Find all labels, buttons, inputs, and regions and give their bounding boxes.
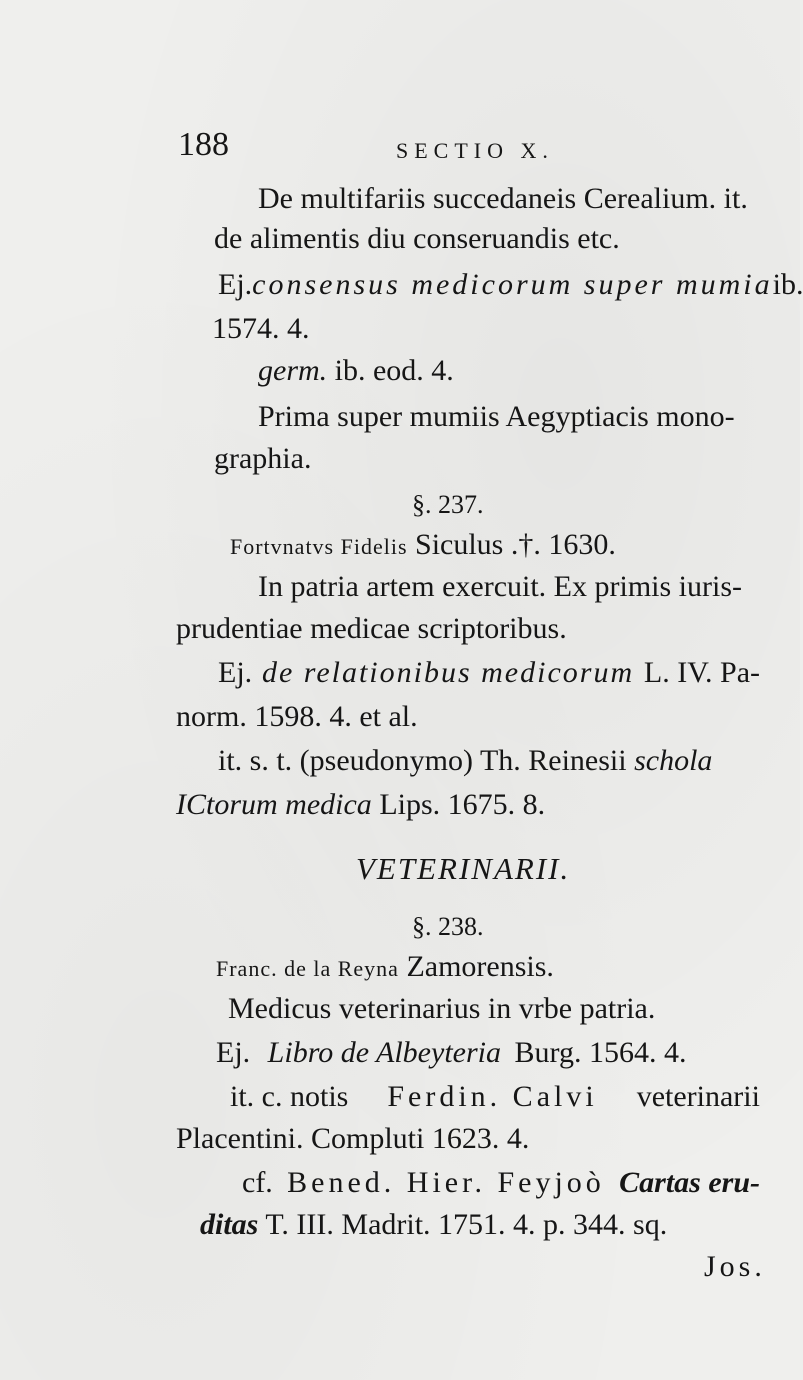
text-line bbox=[242, 1166, 760, 1200]
text-line: graphia. bbox=[214, 442, 312, 475]
work-title: Libro de Albeyteria bbox=[267, 1036, 501, 1069]
author-abbrev: Ej. bbox=[216, 1036, 251, 1069]
text-line: norm. 1598. 4. et al. bbox=[176, 700, 418, 733]
text-segment: cf. bbox=[242, 1166, 273, 1199]
text-segment: Zamorensis. bbox=[406, 950, 554, 983]
text-line bbox=[230, 1080, 760, 1114]
running-title: SECTIO X. bbox=[396, 138, 554, 163]
work-title: ICtorum medica bbox=[176, 788, 372, 821]
work-title: germ. bbox=[258, 354, 328, 387]
section-number: §. 238. bbox=[412, 912, 484, 941]
text-line: Prima super mumiis Aegyptiacis mono- bbox=[258, 400, 735, 433]
text-line: prudentiae medicae scriptoribus. bbox=[176, 612, 567, 645]
person-name: Franc. de la Reyna bbox=[216, 956, 399, 981]
text-line bbox=[230, 528, 616, 564]
text-segment: L. IV. Pa- bbox=[643, 656, 760, 689]
work-title: ditas bbox=[200, 1208, 259, 1241]
text-line bbox=[200, 1208, 667, 1242]
work-title: Cartas eru- bbox=[619, 1166, 760, 1199]
section-number: §. 237. bbox=[412, 490, 484, 519]
catchword: Jos. bbox=[704, 1250, 766, 1283]
text-line bbox=[258, 354, 454, 388]
text-segment: it. c. notis bbox=[230, 1080, 349, 1113]
text-line bbox=[218, 268, 803, 302]
author-abbrev: Ej. bbox=[218, 656, 253, 689]
text-line: 1574. 4. bbox=[212, 312, 310, 345]
text-segment: Siculus .†. 1630. bbox=[415, 528, 616, 561]
text-line: De multifariis succedaneis Cerealium. it. bbox=[258, 182, 748, 215]
work-title: schola bbox=[634, 744, 713, 777]
text-segment: Burg. 1564. 4. bbox=[514, 1036, 687, 1069]
text-line bbox=[176, 788, 545, 822]
text-segment: T. III. Madrit. 1751. 4. p. 344. sq. bbox=[265, 1208, 668, 1241]
text-line: de alimentis diu conseruandis etc. bbox=[214, 222, 620, 255]
page-number: 188 bbox=[178, 126, 229, 163]
work-title: de relationibus medicorum bbox=[261, 656, 635, 689]
text-segment: veterinarii bbox=[636, 1080, 760, 1113]
text-line bbox=[216, 950, 554, 986]
text-line: Placentini. Compluti 1623. 4. bbox=[176, 1122, 530, 1155]
text-line: Medicus veterinarius in vrbe patria. bbox=[228, 992, 656, 1025]
text-line bbox=[218, 744, 712, 778]
text-line bbox=[218, 656, 760, 690]
text-segment: ib. bbox=[772, 268, 803, 301]
section-heading: VETERINARII. bbox=[356, 851, 571, 886]
person-name: Bened. Hier. Feyjoò bbox=[287, 1166, 605, 1199]
text-segment: it. s. t. (pseudonymo) Th. Reinesii bbox=[218, 744, 627, 777]
author-abbrev: Ej. bbox=[218, 268, 253, 301]
text-line: In patria artem exercuit. Ex primis iuris- bbox=[258, 570, 742, 603]
person-name: Fortvnatvs Fidelis bbox=[230, 534, 408, 559]
person-name: Ferdin. Calvi bbox=[387, 1080, 598, 1113]
text-segment: Lips. 1675. 8. bbox=[379, 788, 546, 821]
text-line bbox=[216, 1036, 686, 1070]
work-title: consensus medicorum super mumia bbox=[252, 268, 773, 301]
text-segment: ib. eod. 4. bbox=[334, 354, 454, 387]
